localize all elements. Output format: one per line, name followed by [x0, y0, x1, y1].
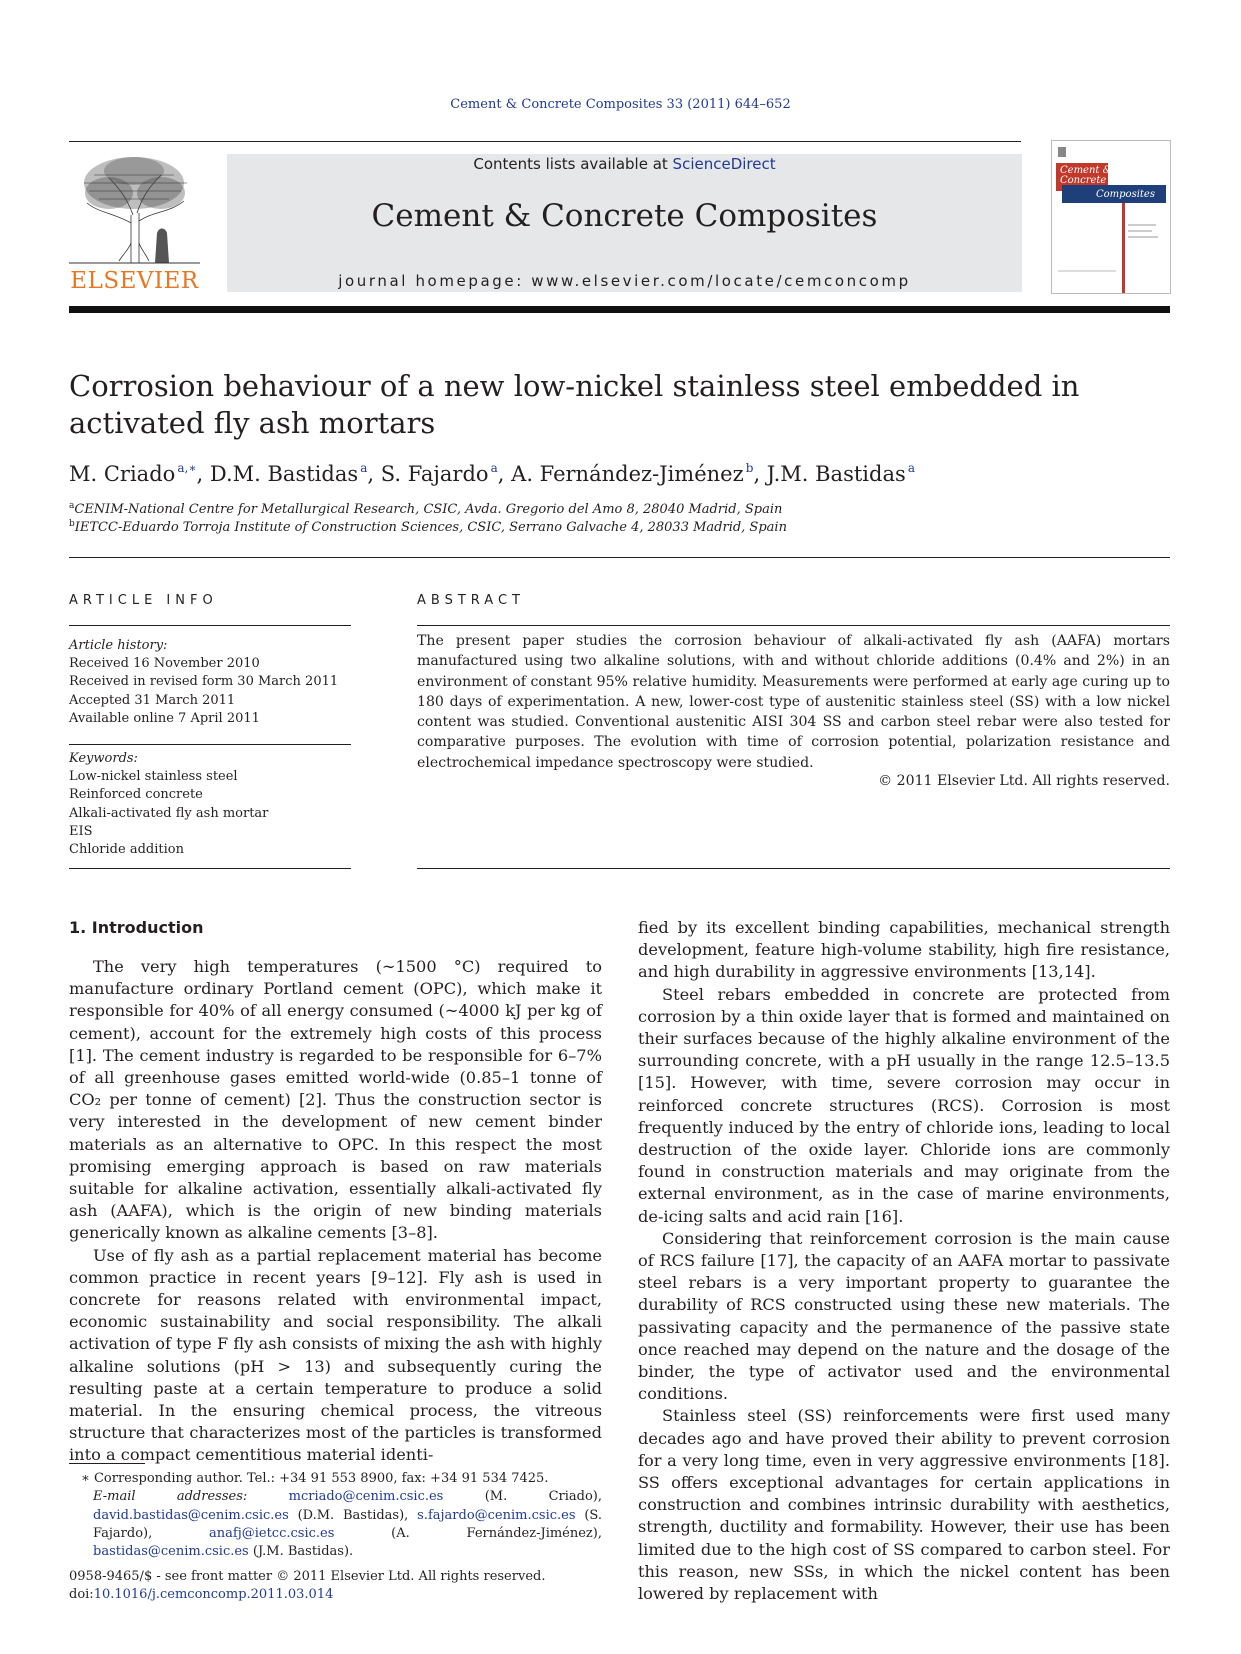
author-name: S. Fajardo — [380, 462, 489, 486]
contents-line — [227, 155, 1022, 173]
email-owner: (D.M. Bastidas), — [297, 1507, 409, 1523]
cover-title-line-1: Cement & — [1060, 165, 1112, 176]
body-paragraph: Considering that reinforcement corrosion is the main cause of RCS failure [17], the capacity of an AAFA mortar to passivate steel rebars is a very important property to guarantee the durability of RCS constructed using these new materials. The passivating capacity and the permanence of the passive state once reached may depend on the nature and the dosage of the binder, the type of activator used and the environmental conditions. — [638, 1228, 1170, 1404]
doi-line — [69, 1586, 602, 1604]
abstract-copyright: © 2011 Elsevier Ltd. All rights reserved. — [878, 773, 1170, 789]
abstract-rule — [417, 625, 1170, 626]
author-name: A. Fernández-Jiménez — [511, 462, 744, 486]
author-list: M. Criado $^{a,∗}$, D.M. Bastidas $^a$, S. Fajardo $^a$, A. Fernández-Jiménez $^b$, J.M. Bastidas $^a$ — [69, 461, 915, 486]
body-column-left — [69, 956, 602, 1467]
email-owner: (J.M. Bastidas). — [252, 1544, 354, 1560]
email-owner: (A. Fernández-Jiménez), — [391, 1525, 602, 1541]
contents-prefix: Contents lists available at — [473, 155, 673, 173]
journal-reference-link[interactable]: Cement & Concrete Composites 33 (2011) 644–652 — [450, 97, 791, 112]
history-item: Received in revised form 30 March 2011 — [69, 674, 339, 690]
affiliation-mark: b — [69, 519, 75, 529]
affiliation-text: IETCC-Eduardo Torroja Institute of Construction Sciences, CSIC, Serrano Galvache 4, 28033 Madrid, Spain — [74, 520, 787, 535]
journal-title: Cement & Concrete Composites — [371, 198, 878, 234]
author-name: D.M. Bastidas — [209, 462, 359, 486]
abstract-text: The present paper studies the corrosion behaviour of alkali-activated fly ash (AAFA) mortars manufactured using two alkaline solutions, with and without chloride additions (0.4% and 2%) in an environment of constant 95% relative humidity. Measurements were performed at early age curing up to 180 days of experimentation. A new, lower-cost type of austenitic stainless steel (SS) with a low nickel content was studied. Conventional austenitic AISI 304 SS and carbon steel rebar were also tested for comparative purposes. The evolution with time of corrosion potential, polarization resistance and electrochemical impedance spectroscopy were studied. — [417, 633, 1170, 771]
keywords-rule — [69, 728, 351, 745]
doi-label: doi: — [69, 1587, 94, 1602]
email-link[interactable]: david.bastidas@cenim.csic.es — [93, 1507, 289, 1523]
email-owner: (S. Fajardo), — [93, 1507, 602, 1541]
affiliation-text: CENIM-National Centre for Metallurgical Research, CSIC, Avda. Gregorio del Amo 8, 28040 Madrid, Spain — [74, 502, 783, 517]
doi-link[interactable]: 10.1016/j.cemconcomp.2011.03.014 — [93, 1587, 334, 1602]
author-affil-mark[interactable]: b — [745, 461, 754, 475]
keyword: Reinforced concrete — [69, 787, 203, 803]
history-item: Received 16 November 2010 — [69, 656, 260, 672]
cover-title-line-3: Composites — [1096, 189, 1155, 200]
body-paragraph: Stainless steel (SS) reinforcements were first used many decades ago and have proved their ability to prevent corrosion for a very long time, even in very aggressive environments [18]. SS offers exceptional advantages for certain applications in construction and combines intrinsic durability with aesthetics, strength, ductility and formability. However, their use has been limited due to the high cost of SS compared to carbon steel. For this reason, new SSs, in which the nickel content has been lowered by replacement with — [638, 1406, 1170, 1604]
affiliation — [69, 501, 782, 517]
abstract-heading: ABSTRACT — [417, 593, 525, 608]
body-paragraph: fied by its excellent binding capabilities, mechanical strength development, feature high-volume stability, high fire resistance, and high durability in aggressive environments [13,14]. — [638, 918, 1170, 982]
article-info-heading: ARTICLE INFO — [69, 593, 218, 608]
elsevier-wordmark: ELSEVIER — [70, 268, 199, 294]
email-addresses — [69, 1488, 602, 1561]
affiliation-rule — [69, 557, 1170, 558]
keyword: Low-nickel stainless steel — [69, 769, 238, 785]
section-heading: 1. Introduction — [69, 918, 204, 937]
affiliation — [69, 519, 787, 535]
author-name: J.M. Bastidas — [766, 462, 906, 486]
email-link[interactable]: s.fajardo@cenim.csic.es — [417, 1507, 576, 1523]
journal-homepage-link[interactable]: journal homepage: www.elsevier.com/locate/cemconcomp — [338, 272, 911, 290]
keywords-label: Keywords: — [69, 751, 138, 767]
history-item: Accepted 31 March 2011 — [69, 692, 236, 708]
body-column-right — [638, 917, 1170, 1605]
email-owner: (M. Criado), — [484, 1489, 603, 1505]
corresponding-author-note: ∗ Corresponding author. Tel.: +34 91 553 8900, fax: +34 91 534 7425. — [81, 1471, 549, 1486]
issn-line: 0958-9465/$ - see front matter © 2011 Elsevier Ltd. All rights reserved. — [69, 1569, 546, 1584]
body-paragraph: Steel rebars embedded in concrete are protected from corrosion by a thin oxide layer that is formed and maintained on their surfaces because of the highly alkaline environment of the surrounding concrete, with a pH usually in the range 12.5–13.5 [15]. However, with time, severe corrosion may occur in reinforced concrete structures (RCS). Corrosion is most frequently induced by the entry of chloride ions, leading to local destruction of the oxide layer. Chloride ions are commonly found in construction materials and may originate from the external environment, as in the case of marine environments, de-icing salts and acid rain [16]. — [638, 984, 1170, 1226]
article-info-box — [69, 637, 351, 859]
front-matter-info — [69, 1568, 602, 1604]
email-link[interactable]: mcriado@cenim.csic.es — [288, 1489, 444, 1505]
author-affil-mark[interactable]: a — [907, 461, 915, 475]
footnote-rule — [69, 1463, 145, 1464]
email-link[interactable]: bastidas@cenim.csic.es — [93, 1544, 249, 1560]
article-info-rule — [69, 625, 351, 626]
footnotes — [69, 1470, 602, 1561]
article-info-bottom-rule — [69, 868, 351, 869]
header-thick-rule — [69, 306, 1170, 313]
keyword: EIS — [69, 823, 93, 839]
body-paragraph: Use of fly ash as a partial replacement material has become common practice in recent years [9–12]. Fly ash is used in concrete for reasons related with environmental impact, economic sustainability and social responsibility. The alkali activation of type F fly ash consists of mixing the ash with highly alkaline solutions (pH > 13) and subsequently curing the resulting paste at a certain temperature to produce a solid material. In the ensuring chemical process, the vitreous structure that characterizes most of the particles is transformed into a compact cementitious material identi- — [69, 1245, 602, 1465]
author-affil-mark[interactable]: a — [490, 461, 498, 475]
email-label: E-mail addresses: — [93, 1489, 248, 1505]
author-name: M. Criado — [69, 462, 176, 486]
cover-title-line-2: Concrete — [1060, 175, 1107, 186]
header-rule — [69, 141, 1021, 142]
history-item: Available online 7 April 2011 — [69, 710, 260, 726]
author-affil-mark[interactable]: a — [360, 461, 368, 475]
abstract-bottom-rule — [417, 868, 1170, 869]
keyword: Chloride addition — [69, 842, 184, 858]
journal-cover-thumbnail[interactable] — [1051, 140, 1171, 294]
history-label: Article history: — [69, 638, 168, 653]
affiliation-mark: a — [69, 501, 75, 511]
email-link[interactable]: anafj@ietcc.csic.es — [209, 1525, 335, 1541]
article-title: Corrosion behaviour of a new low-nickel stainless steel embedded in activated fly ash mortars — [69, 369, 1080, 440]
sciencedirect-link[interactable]: ScienceDirect — [672, 155, 776, 173]
body-paragraph: The very high temperatures (∼1500 °C) required to manufacture ordinary Portland cement (OPC), which make it responsible for 40% of all energy consumed (∼4000 kJ per kg of cement), account for the extremely high costs of this process [1]. The cement industry is regarded to be responsible for 6–7% of all greenhouse gases emitted world-wide (0.85–1 tonne of CO₂ per tonne of cement) [2]. Thus the construction sector is very interested in the development of new cement binder materials as an alternative to OPC. In this respect the most promising emerging approach is based on raw materials suitable for alkaline activation, essentially alkali-activated fly ash (AAFA), which is the origin of new binding materials generically known as alkaline cements [3–8]. — [69, 957, 602, 1243]
keyword: Alkali-activated fly ash mortar — [69, 805, 269, 821]
author-affil-mark[interactable]: a,∗ — [177, 461, 197, 475]
